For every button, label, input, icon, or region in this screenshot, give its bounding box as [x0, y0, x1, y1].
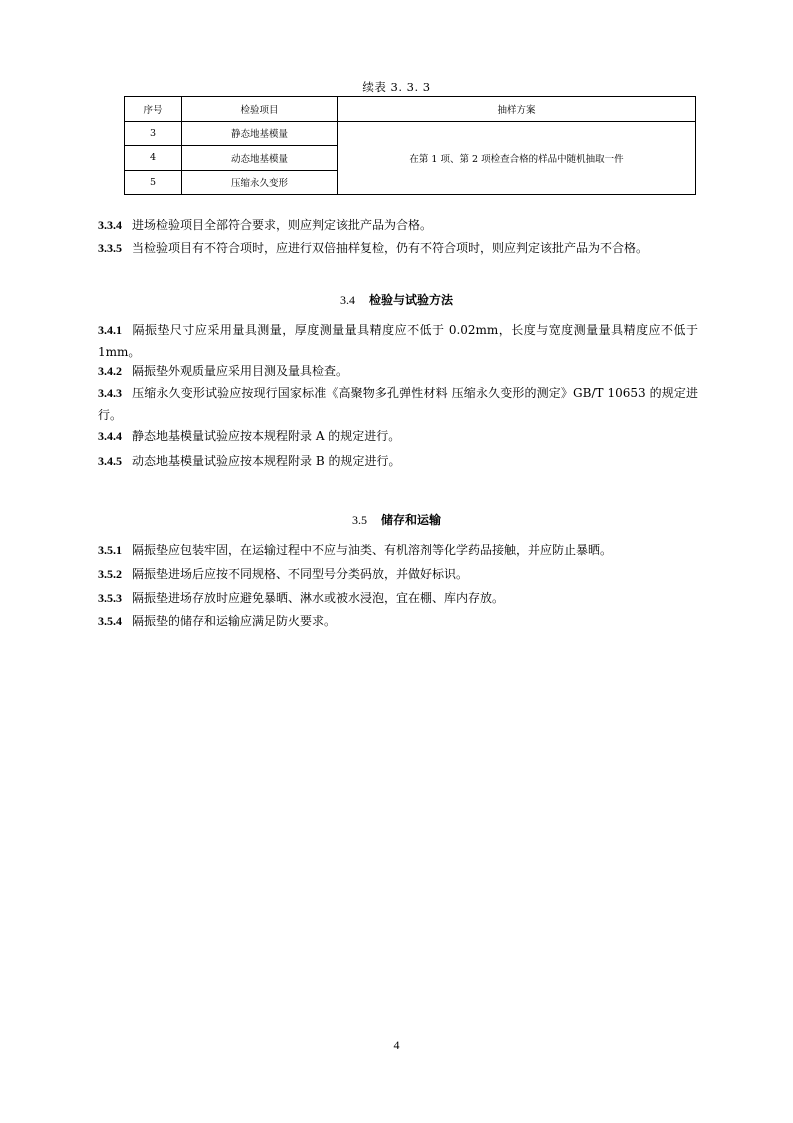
clause-text: 隔振垫进场后应按不同规格、不同型号分类码放，并做好标识。: [132, 567, 469, 581]
merged-plan-cell: 在第 1 项、第 2 项检查合格的样品中随机抽取一件: [338, 121, 696, 195]
row-no: 5: [125, 170, 182, 195]
clause-number: 3.3.5: [98, 241, 122, 255]
clause-number: 3.5.3: [98, 591, 122, 605]
clause-text: 隔振垫应包装牢固，在运输过程中不应与油类、有机溶剂等化学药品接触，并应防止暴晒。: [132, 543, 613, 557]
clause-text: 隔振垫外观质量应采用目测及量具检查。: [132, 364, 349, 378]
table-caption: 续表 3. 3. 3: [362, 80, 431, 94]
clause-3-4-2: [98, 360, 698, 382]
clause-number: 3.4.5: [98, 454, 122, 468]
clause-number: 3.3.4: [98, 218, 122, 232]
clause-3-5-1: [98, 539, 698, 561]
clause-text: 隔振垫进场存放时应避免暴晒、淋水或被水浸泡，宜在棚、库内存放。: [132, 591, 505, 605]
clause-text: 隔振垫尺寸应采用量具测量，厚度测量量具精度应不低于 0.02mm，长度与宽度测量量具精度应不低于 1mm。: [98, 323, 698, 359]
clause-3-4-3: [98, 382, 698, 426]
section-number: 3.4: [339, 293, 355, 307]
row-no: 4: [125, 146, 182, 171]
row-item: 动态地基模量: [182, 146, 338, 171]
clause-text: 隔振垫的储存和运输应满足防火要求。: [132, 614, 337, 628]
header-item: 检验项目: [182, 97, 338, 122]
section-title-text: 检验与试验方法: [368, 293, 453, 307]
row-item: 压缩永久变形: [182, 170, 338, 195]
section-number: 3.5: [351, 513, 367, 527]
clause-number: 3.4.2: [98, 364, 122, 378]
clause-number: 3.5.1: [98, 543, 122, 557]
table-header-row: [125, 97, 696, 122]
clause-number: 3.4.4: [98, 429, 122, 443]
header-no: 序号: [125, 97, 182, 122]
clause-number: 3.4.1: [98, 323, 122, 337]
clause-text: 静态地基模量试验应按本规程附录 A 的规定进行。: [132, 429, 401, 443]
clause-number: 3.4.3: [98, 386, 122, 400]
clause-text: 进场检验项目全部符合要求，则应判定该批产品为合格。: [132, 218, 433, 232]
clause-3-4-4: [98, 425, 698, 447]
clause-3-4-5: [98, 450, 698, 472]
clause-number: 3.5.2: [98, 567, 122, 581]
page-number: 4: [393, 1038, 400, 1052]
clause-3-4-1: [98, 319, 698, 363]
sampling-table: [124, 96, 696, 195]
clause-3-5-2: [98, 563, 698, 585]
clause-text: 当检验项目有不符合项时，应进行双倍抽样复检，仍有不符合项时，则应判定该批产品为不合格。: [132, 241, 649, 255]
clause-3-5-3: [98, 587, 698, 609]
section-heading-3-5: [0, 511, 793, 528]
clause-3-5-4: [98, 610, 698, 632]
header-plan: 抽样方案: [338, 97, 696, 122]
row-item: 静态地基模量: [182, 121, 338, 146]
clause-text: 压缩永久变形试验应按现行国家标准《高聚物多孔弹性材料 压缩永久变形的测定》GB/T 10653 的规定进行。: [98, 386, 698, 422]
clause-3-3-4: [98, 214, 698, 236]
clause-text: 动态地基模量试验应按本规程附录 B 的规定进行。: [132, 454, 401, 468]
clause-number: 3.5.4: [98, 614, 122, 628]
section-heading-3-4: [0, 291, 793, 308]
clause-3-3-5: [98, 237, 698, 259]
row-no: 3: [125, 121, 182, 146]
section-title-text: 储存和运输: [380, 513, 441, 527]
table-row: [125, 121, 696, 146]
